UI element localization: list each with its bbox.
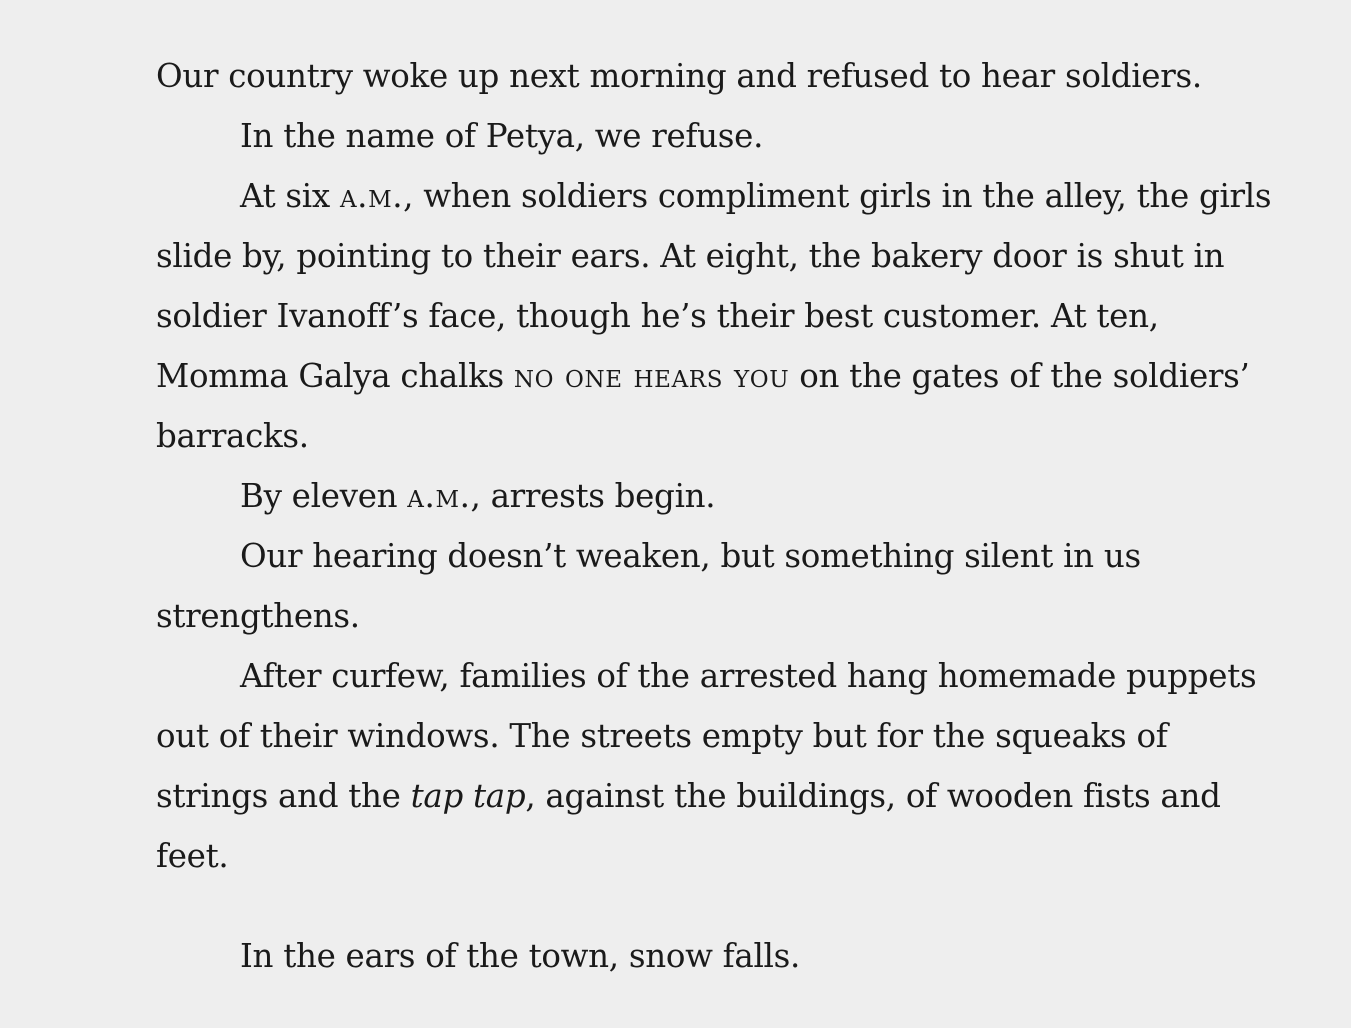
paragraph-6-text-a: After curfew, families of the arrested hang homemade puppets out of their windows. The streets empty but for the squeaks of strings and the xyxy=(156,657,1257,815)
paragraph-5: Our hearing doesn’t weaken, but something silent in us strengthens. xyxy=(156,537,1141,635)
small-caps-no-one-hears-you: no one hears you xyxy=(513,357,790,395)
italic-tap-tap: tap tap xyxy=(410,777,526,815)
paragraph-2: In the name of Petya, we refuse. xyxy=(240,117,764,155)
paragraph-6-text-b: , against the buildings, of wooden fists and feet. xyxy=(156,777,1221,875)
paragraph-3-text-b: , when soldiers compliment girls in the alley, the girls slide by, pointing to their ears. At eight, the bakery door is shut in soldier Ivanoff’s face, though he’s their best customer. At ten, Momma Galya chalks xyxy=(156,177,1272,395)
paragraph-1: Our country woke up next morning and refused to hear soldiers. xyxy=(156,57,1202,95)
text-page xyxy=(156,46,1286,986)
paragraph-3 xyxy=(156,166,1286,466)
paragraph-6 xyxy=(156,646,1286,886)
paragraph-4-text-a: By eleven xyxy=(240,477,408,515)
small-caps-am-2: a.m. xyxy=(407,477,471,515)
paragraph-3-text-a: At six xyxy=(240,177,340,215)
small-caps-am-1: a.m. xyxy=(339,177,404,215)
paragraph-7: In the ears of the town, snow falls. xyxy=(240,937,801,975)
paragraph-4-text-b: , arrests begin. xyxy=(470,477,716,515)
paragraph-4 xyxy=(156,466,1286,526)
paragraph-3-text-c: on the gates of the soldiers’ barracks. xyxy=(156,357,1250,455)
